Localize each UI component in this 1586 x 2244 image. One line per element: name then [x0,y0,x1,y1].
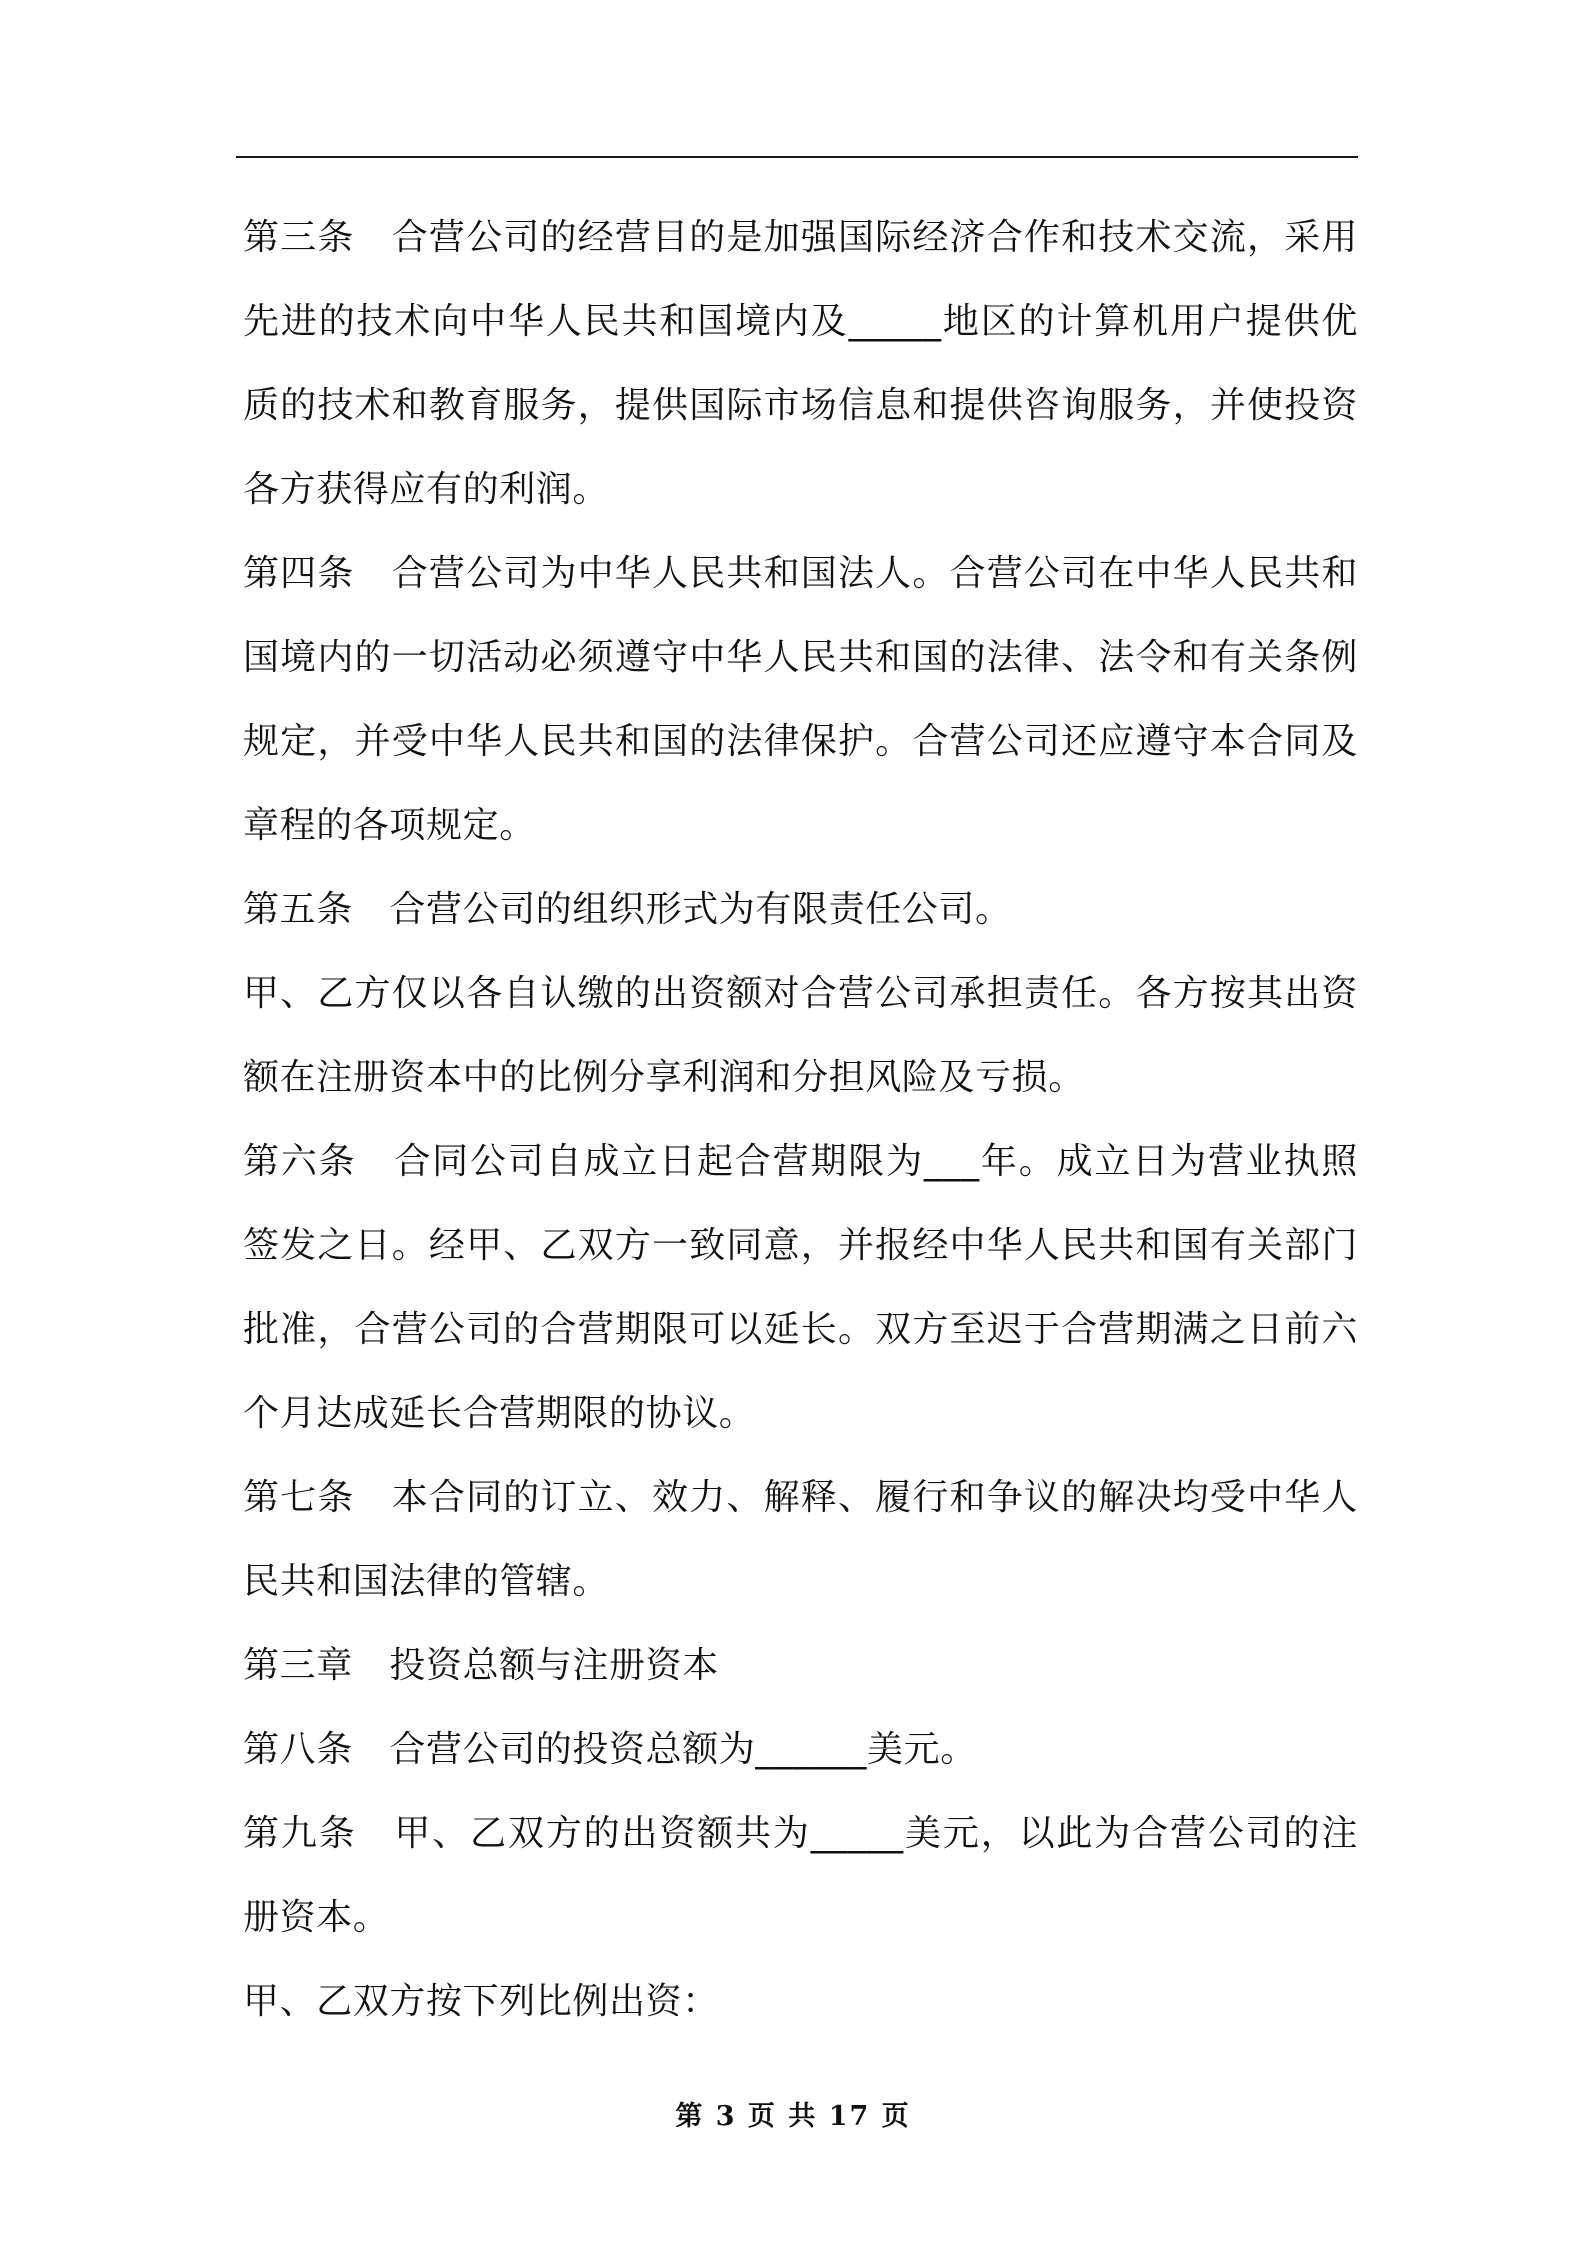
paragraph-article-3: 第三条 合营公司的经营目的是加强国际经济合作和技术交流，采用先进的技术向中华人民共和国境内及_____地区的计算机用户提供优质的技术和教育服务，提供国际市场信息和提供咨询服务，并使投资各方获得应有的利润。 [243,217,1358,510]
document-body [243,196,1358,2044]
chapter-heading: 第三章 投资总额与注册资本 [243,1645,719,1686]
paragraph-article-7: 第七条 本合同的订立、效力、解释、履行和争议的解决均受中华人民共和国法律的管辖。 [243,1477,1358,1602]
paragraph-article-6: 第六条 合同公司自成立日起合营期限为___年。成立日为营业执照签发之日。经甲、乙双方一致同意，并报经中华人民共和国有关部门批准，合营公司的合营期限可以延长。双方至迟于合营期满之日前六个月达成延长合营期限的协议。 [243,1141,1358,1434]
paragraph-article-8: 第八条 合营公司的投资总额为______美元。 [243,1729,977,1770]
paragraph-liability: 甲、乙方仅以各自认缴的出资额对合营公司承担责任。各方按其出资额在注册资本中的比例分享利润和分担风险及亏损。 [243,973,1358,1098]
paragraph-article-4: 第四条 合营公司为中华人民共和国法人。合营公司在中华人民共和国境内的一切活动必须遵守中华人民共和国的法律、法令和有关条例规定，并受中华人民共和国的法律保护。合营公司还应遵守本合同及章程的各项规定。 [243,553,1358,846]
paragraph-article-9: 第九条 甲、乙双方的出资额共为_____美元，以此为合营公司的注册资本。 [243,1813,1358,1938]
paragraph-article-5: 第五条 合营公司的组织形式为有限责任公司。 [243,889,1012,930]
page-number: 第 3 页 共 17 页 [675,2101,911,2132]
paragraph-contribution-ratio: 甲、乙双方按下列比例出资： [243,1981,719,2022]
header-rule [236,156,1358,158]
